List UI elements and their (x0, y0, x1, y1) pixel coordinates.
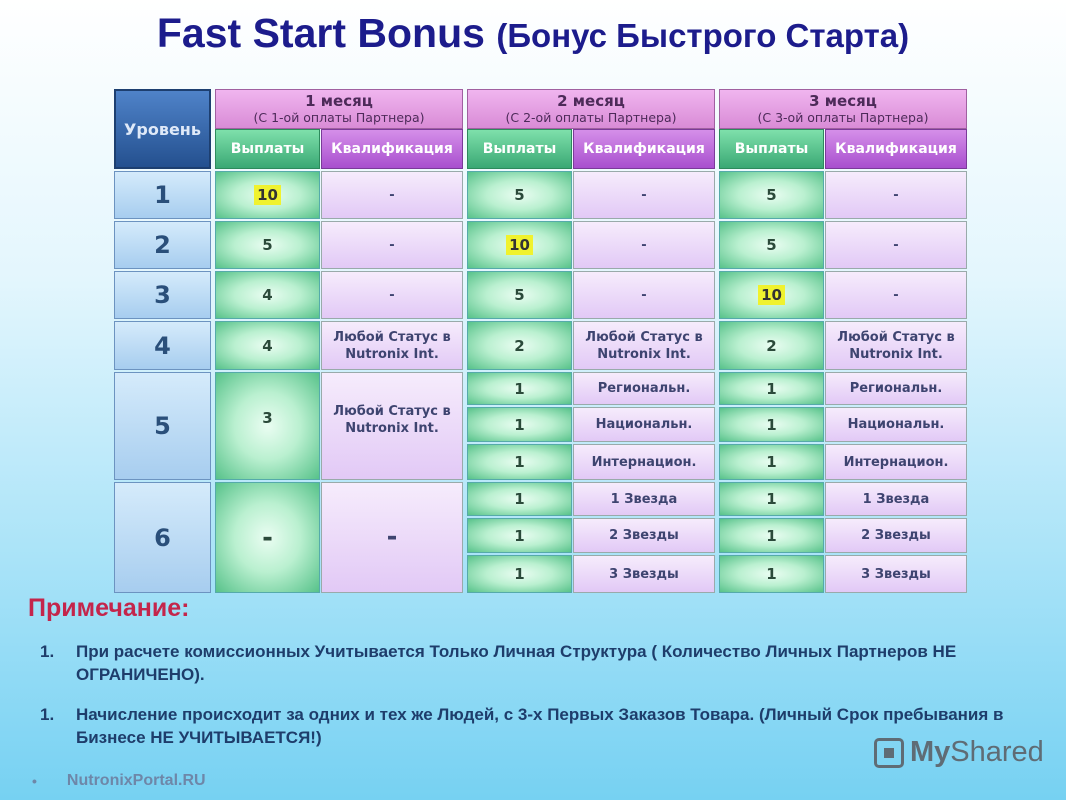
month-header (215, 89, 463, 129)
payout-value: 5 (514, 286, 525, 304)
payout-cell (467, 444, 572, 480)
payout-value: 3 (262, 409, 273, 427)
payout-value: 1 (766, 415, 777, 434)
qualification-cell: Региональн. (825, 372, 967, 405)
qualification-cell: Любой Статус в Nutronix Int. (825, 321, 967, 370)
payout-value: 5 (514, 186, 525, 204)
qualification-cell: - (573, 271, 715, 319)
level-cell: 4 (114, 321, 211, 370)
title-en: Fast Start Bonus (156, 10, 485, 56)
payout-cell (467, 555, 572, 593)
payout-cell (467, 407, 572, 442)
note-number: 1. (40, 705, 55, 724)
payout-cell (215, 321, 320, 370)
payout-cell (719, 171, 824, 219)
payout-value: 4 (262, 336, 273, 355)
payout-cell (467, 221, 572, 269)
payout-cell (719, 372, 824, 405)
level-cell: 5 (114, 372, 211, 480)
qualification-cell: - (321, 221, 463, 269)
qualification-cell: - (321, 271, 463, 319)
logo-shared: Shared (950, 736, 1044, 768)
payout-value: 1 (514, 565, 525, 583)
notes-title: Примечание: (28, 594, 190, 622)
payout-value: 1 (514, 453, 525, 471)
level-cell: 6 (114, 482, 211, 593)
payouts-header: Выплаты (467, 129, 572, 169)
qualification-header: Квалификация (825, 129, 967, 169)
month-label: 3 месяц (809, 92, 877, 110)
payout-cell (719, 321, 824, 370)
month-header (719, 89, 967, 129)
payout-value: 5 (766, 236, 777, 254)
qualification-header: Квалификация (321, 129, 463, 169)
qualification-cell: - (321, 171, 463, 219)
payout-value: 1 (514, 490, 525, 508)
logo-my: My (910, 736, 951, 768)
payout-value: 4 (262, 286, 273, 304)
payout-value: - (262, 522, 273, 553)
level-header: Уровень (114, 89, 211, 169)
payout-cell (719, 444, 824, 480)
qualification-cell: - (573, 171, 715, 219)
month-sublabel: (С 1-ой оплаты Партнера) (253, 110, 425, 125)
month-label: 2 месяц (557, 92, 625, 110)
payout-cell (719, 407, 824, 442)
title-ru: (Бонус Быстрого Старта) (496, 17, 910, 54)
note-text: Начисление происходит за одних и тех же Людей, с 3-х Первых Заказов Товара. (Личный Срок пребывания в Бизнесе НЕ УЧИТЫВАЕТСЯ!) (76, 705, 1004, 747)
payout-value: 2 (514, 336, 525, 355)
payout-cell (467, 271, 572, 319)
month-label: 1 месяц (305, 92, 373, 110)
qualification-cell: - (825, 221, 967, 269)
qualification-cell: - (825, 171, 967, 219)
qualification-cell: Любой Статус в Nutronix Int. (321, 321, 463, 370)
note-text: При расчете комиссионных Учитывается Только Личная Структура ( Количество Личных Партнеров НЕ ОГРАНИЧЕНО). (76, 642, 957, 684)
note-number: 1. (40, 642, 55, 661)
qualification-cell: 2 Звезды (573, 518, 715, 553)
month-sublabel: (С 2-ой оплаты Партнера) (505, 110, 677, 125)
payout-value: 1 (766, 453, 777, 471)
month-header (467, 89, 715, 129)
payout-value: 1 (766, 379, 777, 398)
payouts-header: Выплаты (719, 129, 824, 169)
level-cell: 1 (114, 171, 211, 219)
payout-value: 10 (506, 235, 533, 255)
qualification-cell: Любой Статус в Nutronix Int. (573, 321, 715, 370)
payout-cell (215, 482, 320, 593)
qualification-cell: 1 Звезда (573, 482, 715, 516)
footer-site-link[interactable]: NutronixPortal.RU (66, 772, 206, 789)
payout-value: 10 (758, 285, 785, 305)
payout-cell (719, 518, 824, 553)
qualification-cell: Национальн. (825, 407, 967, 442)
level-cell: 3 (114, 271, 211, 319)
payout-cell (215, 372, 320, 480)
logo-icon (874, 738, 904, 768)
payout-value: 1 (766, 490, 777, 508)
qualification-cell: Любой Статус в Nutronix Int. (321, 372, 463, 480)
payout-cell (215, 221, 320, 269)
note-item-1 (40, 640, 1040, 686)
page-title (0, 10, 1066, 57)
qualification-cell: 3 Звезды (825, 555, 967, 593)
payout-value: 1 (514, 415, 525, 434)
payout-cell (719, 482, 824, 516)
payout-cell (719, 221, 824, 269)
payout-value: 1 (514, 526, 525, 545)
level-cell: 2 (114, 221, 211, 269)
qualification-cell: - (573, 221, 715, 269)
qualification-cell: - (321, 482, 463, 593)
payout-cell (467, 518, 572, 553)
payout-cell (719, 555, 824, 593)
payout-cell (215, 171, 320, 219)
qualification-cell: Национальн. (573, 407, 715, 442)
qualification-cell: Региональн. (573, 372, 715, 405)
footer (32, 772, 206, 790)
myshared-logo (874, 736, 1044, 769)
payout-value: 5 (262, 236, 273, 254)
payout-cell (467, 482, 572, 516)
qualification-header: Квалификация (573, 129, 715, 169)
payout-value: 1 (766, 526, 777, 545)
bullet-icon: • (32, 773, 37, 789)
qualification-cell: 3 Звезды (573, 555, 715, 593)
payout-value: 5 (766, 186, 777, 204)
payout-cell (467, 321, 572, 370)
qualification-cell: 2 Звезды (825, 518, 967, 553)
payout-value: 1 (514, 379, 525, 398)
month-sublabel: (С 3-ой оплаты Партнера) (757, 110, 929, 125)
payout-cell (215, 271, 320, 319)
payout-value: 1 (766, 565, 777, 583)
qualification-cell: - (825, 271, 967, 319)
payout-cell (467, 372, 572, 405)
qualification-cell: 1 Звезда (825, 482, 967, 516)
qualification-cell: Интернацион. (573, 444, 715, 480)
payout-cell (467, 171, 572, 219)
qualification-cell: Интернацион. (825, 444, 967, 480)
payout-cell (719, 271, 824, 319)
payout-value: 10 (254, 185, 281, 205)
payouts-header: Выплаты (215, 129, 320, 169)
payout-value: 2 (766, 336, 777, 355)
